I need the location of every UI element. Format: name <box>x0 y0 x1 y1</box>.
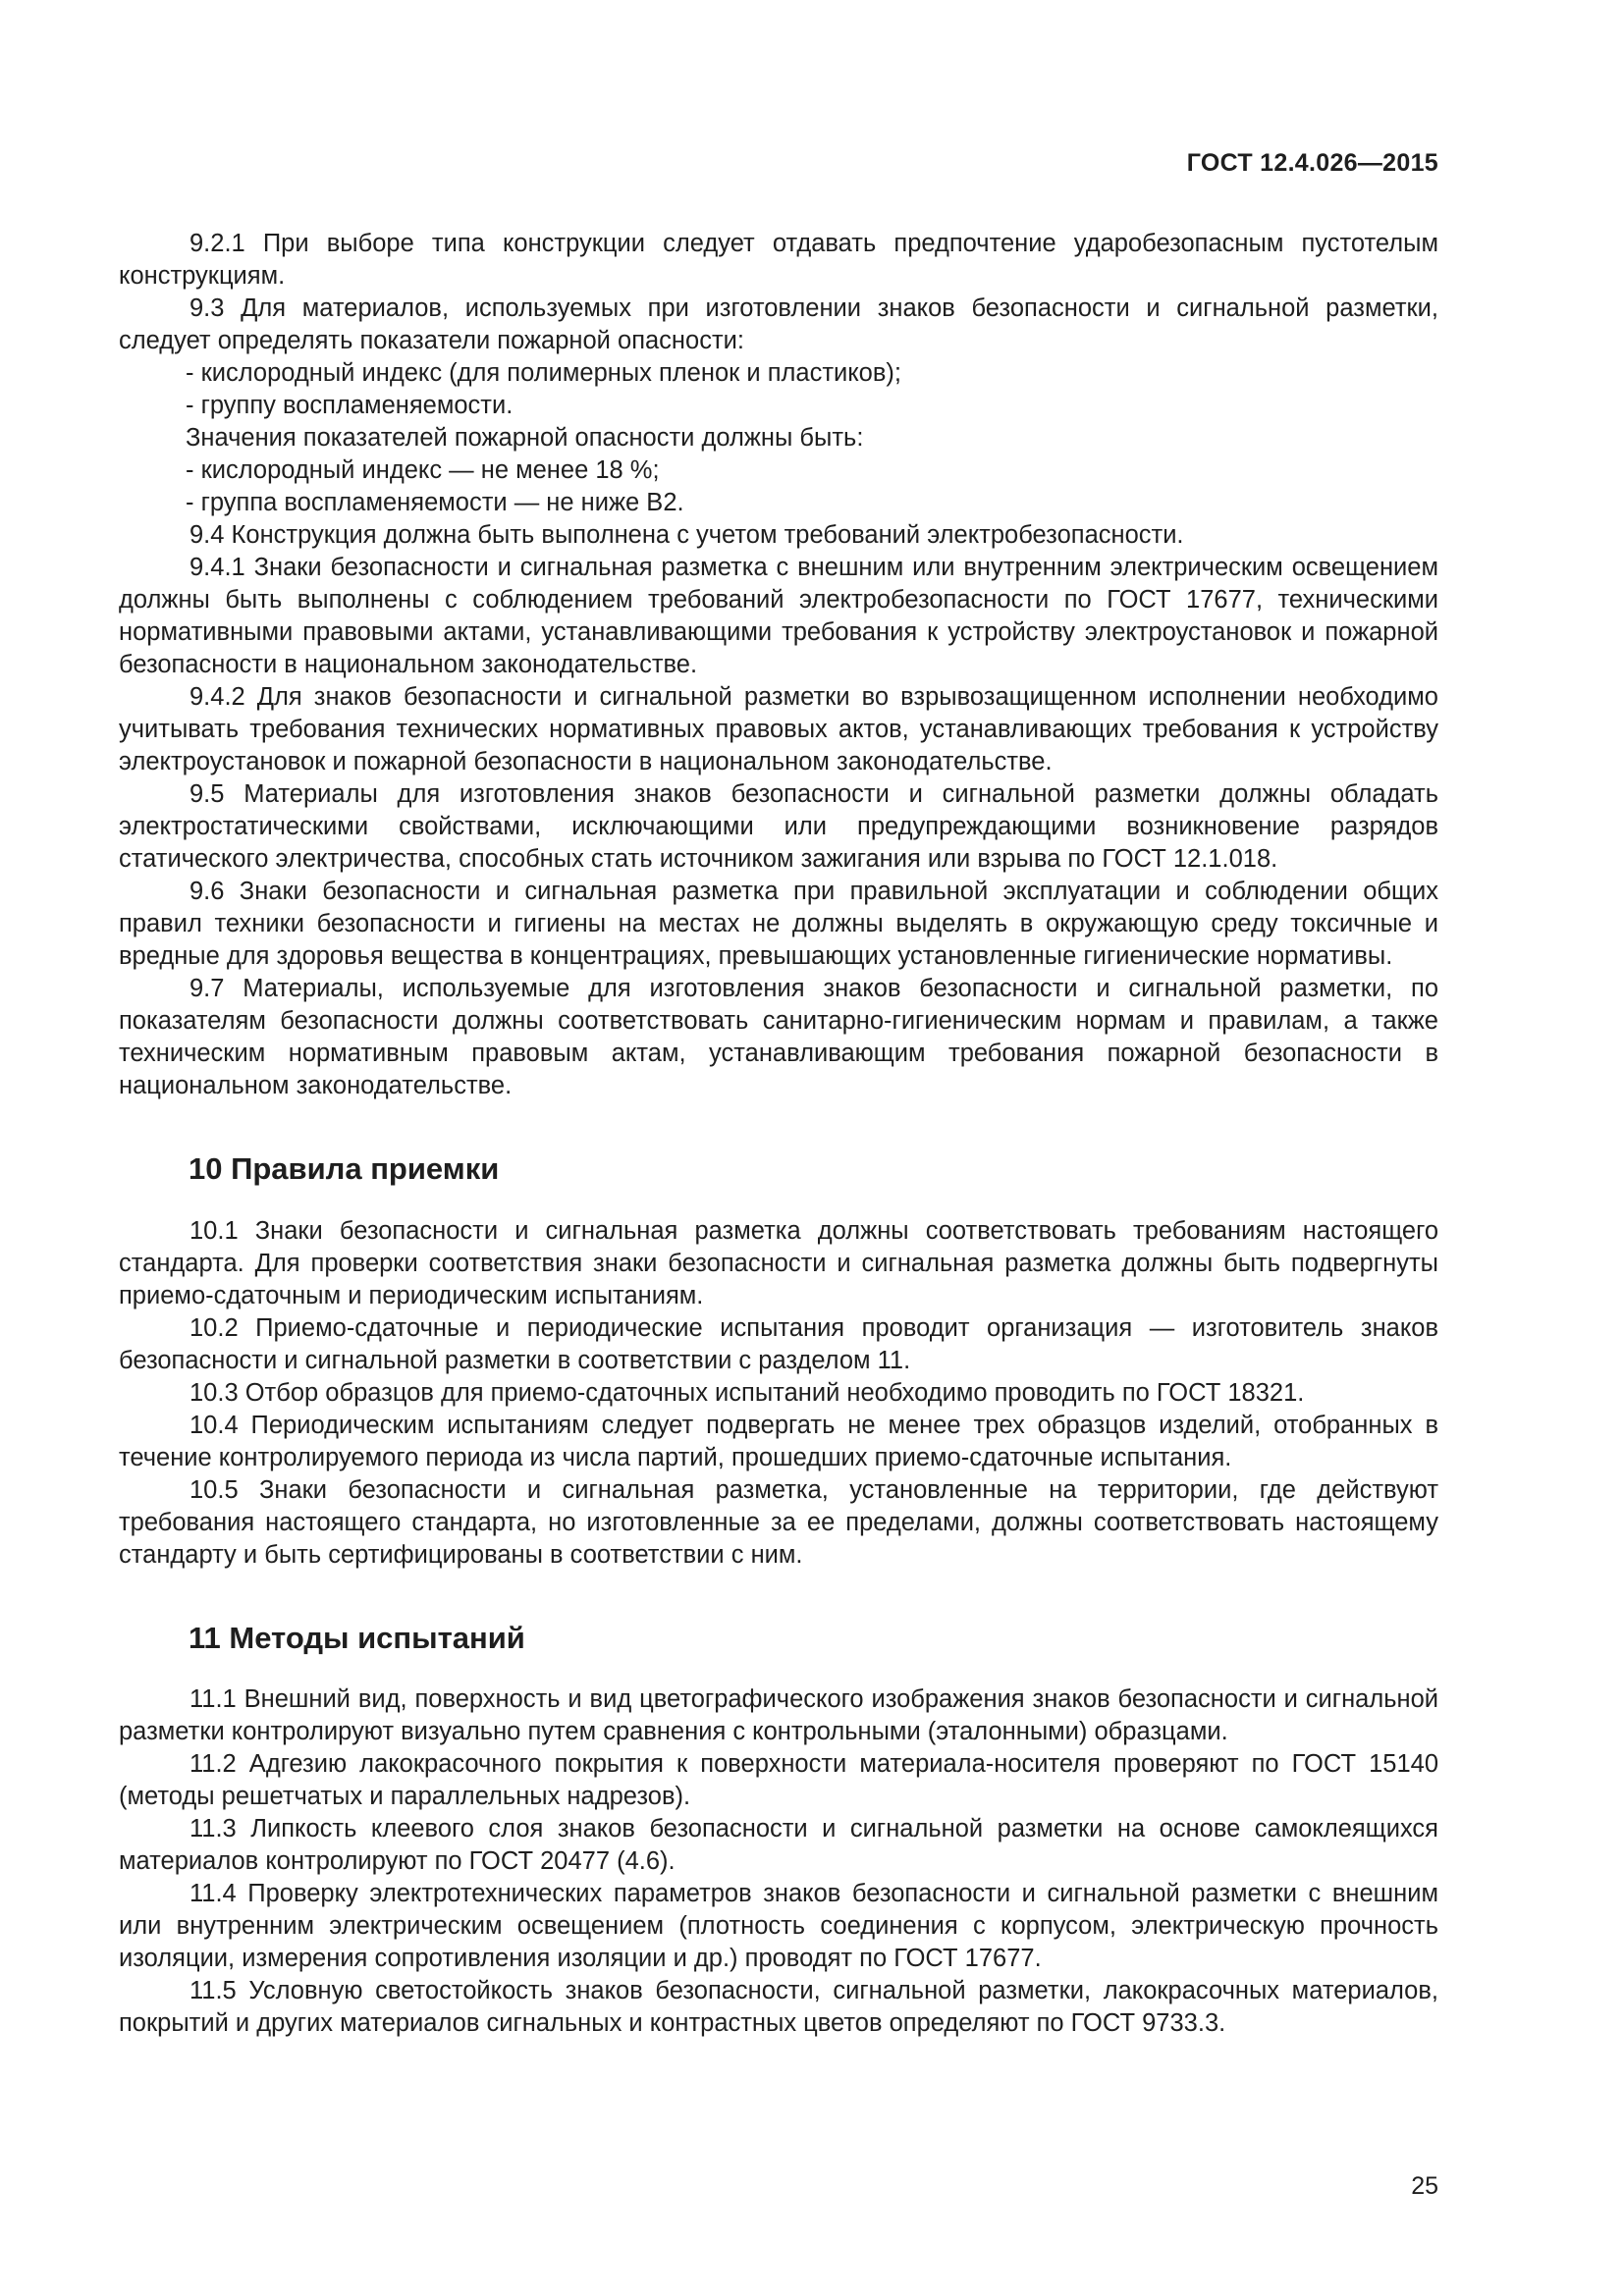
paragraph-9-7: 9.7 Материалы, используемые для изготовления знаков безопасности и сигнальной разметки, по показателям безопасности должны соответствовать санитарно-гигиеническим нормам и правилам, а также техническим нормативным правовым актам, устанавливающим требования пожарной безопасности в национальном законодательстве. <box>119 975 1438 1099</box>
paragraph-10-1: 10.1 Знаки безопасности и сигнальная разметка должны соответствовать требованиям настоящего стандарта. Для проверки соответствия знаки безопасности и сигнальная разметка должны быть подвергнуты приемо-сдаточным и периодическим испытаниям. <box>119 1217 1438 1309</box>
paragraph-11-5: 11.5 Условную светостойкость знаков безопасности, сигнальной разметки, лакокрасочных материалов, покрытий и других материалов сигнальных и контрастных цветов определяют по ГОСТ 9733.3. <box>119 1977 1438 2037</box>
section-title-11: 11 Методы испытаний <box>189 1621 525 1655</box>
list-item-flammability-value: - группа воспламеняемости — не ниже В2. <box>186 489 684 516</box>
paragraph-9-6: 9.6 Знаки безопасности и сигнальная разметка при правильной эксплуатации и соблюдении общих правил техники безопасности и гигиены на местах не должны выделять в окружающую среду токсичные и вредные для здоровья вещества в концентрациях, превышающих установленные гигиенические нормативы. <box>119 878 1438 970</box>
paragraph-10-3: 10.3 Отбор образцов для приемо-сдаточных испытаний необходимо проводить по ГОСТ 18321. <box>189 1379 1305 1407</box>
paragraph-9-4-1: 9.4.1 Знаки безопасности и сигнальная разметка с внешним или внутренним электрическим освещением должны быть выполнены с соблюдением требований электробезопасности по ГОСТ 17677, техническими нормативными правовыми актами, устанавливающими требования к устройству электроустановок и пожарной безопасности в национальном законодательстве. <box>119 554 1438 678</box>
page-number: 25 <box>1411 2172 1438 2200</box>
paragraph-9-3-values: Значения показателей пожарной опасности должны быть: <box>186 424 864 452</box>
list-item-oxygen-index-value: - кислородный индекс — не менее 18 %; <box>186 456 660 484</box>
paragraph-9-5: 9.5 Материалы для изготовления знаков безопасности и сигнальной разметки должны обладать электростатическими свойствами, исключающими или предупреждающими возникновение разрядов статического электричества, способных стать источником зажигания или взрыва по ГОСТ 12.1.018. <box>119 780 1438 873</box>
paragraph-9-4-2: 9.4.2 Для знаков безопасности и сигнальной разметки во взрывозащищенном исполнении необходимо учитывать требования технических нормативных правовых актов, устанавливающих требования к устройству электроустановок и пожарной безопасности в национальном законодательстве. <box>119 683 1438 775</box>
paragraph-11-1: 11.1 Внешний вид, поверхность и вид цветографического изображения знаков безопасности и сигнальной разметки контролируют визуально путем сравнения с контрольными (эталонными) образцами. <box>119 1685 1438 1745</box>
paragraph-11-4: 11.4 Проверку электротехнических параметров знаков безопасности и сигнальной разметки с внешним или внутренним электрическим освещением (плотность соединения с корпусом, электрическую прочность изоляции, измерения сопротивления изоляции и др.) проводят по ГОСТ 17677. <box>119 1880 1438 1972</box>
section-title-10: 10 Правила приемки <box>189 1151 500 1186</box>
document-code-header: ГОСТ 12.4.026—2015 <box>1186 149 1438 177</box>
paragraph-10-4: 10.4 Периодическим испытаниям следует подвергать не менее трех образцов изделий, отобранных в течение контролируемого периода из числа партий, прошедших приемо-сдаточные испытания. <box>119 1412 1438 1471</box>
paragraph-9-3: 9.3 Для материалов, используемых при изготовлении знаков безопасности и сигнальной разметки, следует определять показатели пожарной опасности: <box>119 294 1438 354</box>
page-content <box>119 228 1438 2040</box>
paragraph-11-3: 11.3 Липкость клеевого слоя знаков безопасности и сигнальной разметки на основе самоклеящихся материалов контролируют по ГОСТ 20477 (4.6). <box>119 1815 1438 1875</box>
list-item-oxygen-index: - кислородный индекс (для полимерных пленок и пластиков); <box>186 359 901 387</box>
paragraph-9-4: 9.4 Конструкция должна быть выполнена с учетом требований электробезопасности. <box>189 521 1184 549</box>
paragraph-9-2-1: 9.2.1 При выборе типа конструкции следует отдавать предпочтение ударобезопасным пустотелым конструкциям. <box>119 230 1438 290</box>
paragraph-10-5: 10.5 Знаки безопасности и сигнальная разметка, установленные на территории, где действуют требования настоящего стандарта, но изготовленные за ее пределами, должны соответствовать настоящему стандарту и быть сертифицированы в соответствии с ним. <box>119 1476 1438 1569</box>
paragraph-11-2: 11.2 Адгезию лакокрасочного покрытия к поверхности материала-носителя проверяют по ГОСТ 15140 (методы решетчатых и параллельных надрезов). <box>119 1750 1438 1810</box>
list-item-flammability-group: - группу воспламеняемости. <box>186 392 514 419</box>
paragraph-10-2: 10.2 Приемо-сдаточные и периодические испытания проводит организация — изготовитель знаков безопасности и сигнальной разметки в соответствии с разделом 11. <box>119 1314 1438 1374</box>
